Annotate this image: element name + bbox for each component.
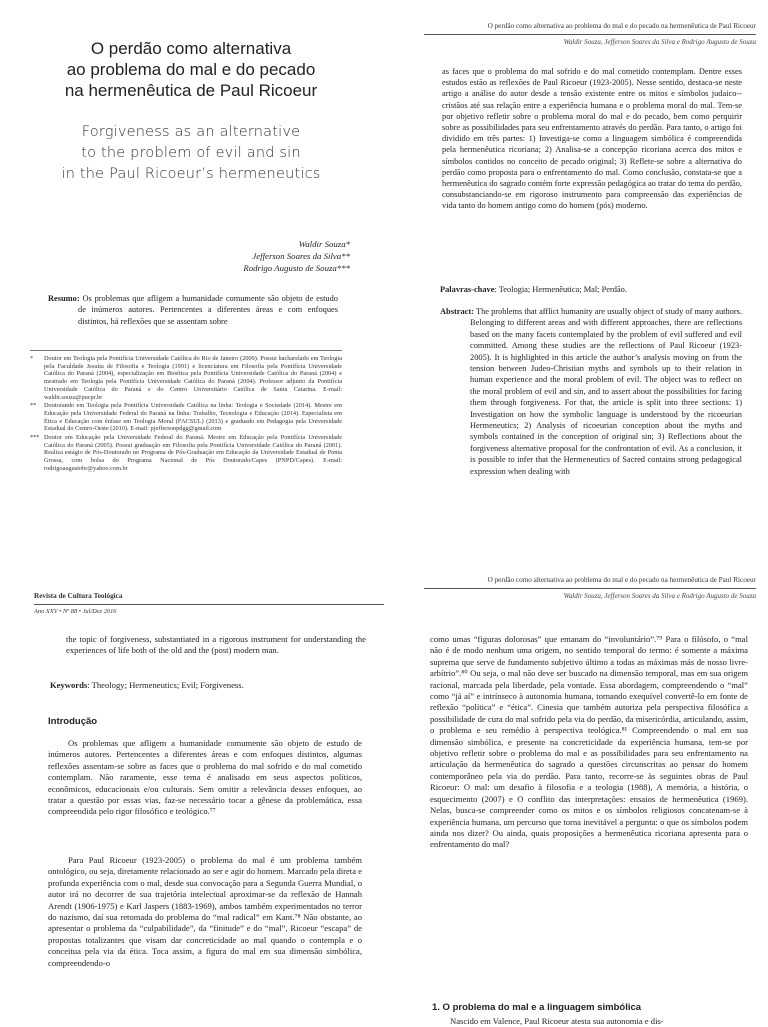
keywords-text: : Teologia; Hermenêutica; Mal; Perdão. [494,285,627,294]
resumo-label: Resumo: [48,294,80,303]
header-rule [34,604,384,605]
abstract-paragraph [440,306,742,477]
resumo-paragraph [48,293,338,327]
running-header-title: O perdão como alternativa ao problema do mal e do pecado na hermenêutica de Paul Ricoeur [487,576,756,584]
author-name: Waldir Souza* [298,239,350,249]
article-title-english [36,122,346,185]
title-line: Forgiveness as an alternative [81,124,301,140]
keywords-pt [440,284,627,295]
section-heading-1: 1. O problema do mal e a linguagem simbólica [432,1002,642,1013]
title-line: O perdão como alternativa [90,39,292,58]
body-paragraph-1: como umas “figuras dolorosas” que emanam do “involuntário”.⁷⁹ Para o filósofo, o “mal não é de modo nenhum uma origem, no sentido temporal do termo: é somente a máxima suprema que serve de fundamento subjetivo último a todas as máximas más de nosso livre-arbítrio”.⁸⁰ Ou seja, o mal não deve ser buscado na dimensão temporal, mas em sua origem racional, marcada pela liberdade, pela vontade. Essa abordagem, compreendendo o “mal” como “já aí” e intrínseco à autonomia humana, tornando exequível convertê-lo em fonte de reflexão “política” e “ética”. Cinesia que também autoriza pela perspectiva filosófica a possibilidade de cura do mal sofrido pela via do perdão, da misericórdia, articulando, assim, o problema e seu remédio à perspectiva teológica.⁸¹ Compreendendo o mal em sua dimensão simbólica, e presente na concreticidade da experiência humana, tem-se por objetivo refletir sobre o problema do mal e as possibilidades para seu enfrentamento na articulação da hermenêutica do sagrado a questões circunscritas ao pensar do homem contemporâneo pela via do perdão. Para tanto, recorre-se às seguintes obras de Paul Ricoeur: O mal: um desafio à filosofia e a teologia (1988), A memória, a história, o esquecimento (2007) e O conflito das interpretações: ensaios de hermenêutica (1969). Nelas, busca-se compreender como os mitos e os símbolos religiosos concatenam-se à experiência humana, um percurso que torna inevitável a pergunta: o que os símbolos podem ainda nos dizer? Ou ainda, quais proposições a hermenêutica ricoriana apresenta para o enfrentamento do mal? [430,634,748,850]
resumo-text: Os problemas que afligem a humanidade comumente são objeto de estudo de inúmeros autores. Pertencentes a diferentes áreas e com enfoques distintos, há reflexões que se assentam sobre [78,294,338,326]
page-150 [0,512,384,1024]
title-line: in the Paul Ricoeur’s hermeneutics [61,166,321,182]
header-rule [424,34,756,35]
keywords-label: Keywords [50,680,88,690]
footnote-text: Doutor em Educação pela Universidade Federal do Paraná. Mestre em Educação pela Pontifícia Universidade Católica do Paraná (2005). Possui graduação em Filosofia pela Pontifícia Universidade Católica do Paraná (2001). Realiza estágio de Pós-Doutorado no Programa de Pós-Graduação em Educação da Universidade Estadual de Ponta Grossa, com bolsa do Programa Nacional de Pós Doutorado/Capes (PNPD/Capes). E-mail: rodrigoaugustobr@yahoo.com.br [44,434,342,472]
page-148 [0,0,384,512]
running-header-authors: Waldir Souza, Jefferson Soares da Silva e Rodrigo Augusto de Souza [563,592,756,600]
abstract-continuation: the topic of forgiveness, substantiated in a rigorous instrument for understanding the experiences of life both of the old and the (post) modern man. [66,634,366,656]
abstract-label: Abstract: [440,307,474,316]
footnote-mark: * [30,355,34,362]
article-title-portuguese [36,38,346,101]
author-name: Jefferson Soares da Silva** [252,251,350,261]
title-line: ao problema do mal e do pecado [66,60,316,79]
running-header-authors: Waldir Souza, Jefferson Soares da Silva e Rodrigo Augusto de Souza [563,38,756,46]
footnote [30,402,342,433]
header-rule [424,588,756,589]
abstract-text: The problems that afflict humanity are usually object of study of many authors. Belonging to different areas and with different approaches, there are reflections based on the many facets contemplated by the problem of evil suffered and evil committed. Among these studies are the reflections of Paul Ricoeur (1923-2005). It is highlighted in this article the author’s analysis moving on from the tension between Judeo-Christian myths and symbols up to their relation in human experience and the moral problem of evil. The object was to reflect on the moral problem of evil and sin, and to assert about the possibilities for facing them through forgiveness. For that, the article is split into three sections: 1) Investigation on how the symbolic language is understood by the ricoeurian Hermeneutics; 2) Analysis of ricoeurian conception about the myths and symbols contained in the conception of original sin; 3) Reflections about the forgiveness alternative proposal for the confrontation of evil. As a conclusion, it is possible to infer that the Hermeneutics of Sacred contains strong pedagogical expression when dealing with [470,307,742,476]
running-header-issue: Ano XXV • Nº 88 • Jul/Dez 2016 [34,608,117,615]
title-line: to the problem of evil and sin [81,145,301,161]
footnote-text: Doutorando em Teologia pela Pontifícia Universidade Católica na linha: Teologia e Sociedade (2014). Mestre em Educação pela Universidade Federal do Paraná na linha: Trabalho, Tecnologia e Educação (2014). Especialista em Ética e Educação com ênfase em Teologia Moral (FACSUL) (2013) e graduado em Pedagogia pela Universidade Estadual do Centro-Oeste (2010). E-mail: pjeffersonpdgg@gmail.com [44,402,342,433]
body-paragraph-2-start: Nascido em Valence, Paul Ricoeur atesta sua autonomia e dis- [450,1016,664,1026]
resumo-continuation: as faces que o problema do mal sofrido e do mal cometido contemplam. Dentre esses estudos estão as reflexões de Paul Ricoeur (1923-2005). Nesse sentido, destaca-se neste artigo a análise do autor desde a tensão existente entre os mitos e símbolos judaico--cristãos até sua relação entre a experiência humana e o problema moral do mal. Tem-se por objetivo refletir sobre o problema moral do mal e do pecado, bem como perquirir sobre as possibilidades para seu enfrentamento através do perdão. Para tanto, o artigo foi dividido em três partes: 1) Investiga-se como a linguagem simbólica é compreendida pela hermenêutica ricoriana; 2) Analisa-se a concepção ricoriana acerca dos mitos e símbolos contidos no conceito de pecado original; 3) Reflete-se sobre a alternativa do perdão como proposta para o enfrentamento do mal. Como conclusão, constata-se que a hermenêutica do sagrado contém forte expressão pedagógica ao tratar do tema do perdão, consubstanciando-se em rigoroso instrumento para compreensão das experiências de vida tanto do homem antigo como do homem (pós) moderno. [442,67,742,211]
section-heading-introducao: Introdução [48,716,98,727]
author-name: Rodrigo Augusto de Souza*** [243,263,350,273]
keywords-label: Palavras-chave [440,285,495,294]
footnote-mark: *** [30,434,40,442]
title-line: na hermenêutica de Paul Ricoeur [64,81,318,100]
running-header-title: O perdão como alternativa ao problema do mal e do pecado na hermenêutica de Paul Ricoeur [487,22,756,30]
running-header-journal: Revista de Cultura Teológica [34,592,123,600]
intro-paragraph-1: Os problemas que afligem a humanidade comumente são objeto de estudo de inúmeros autores. Pertencentes a diferentes áreas e com enfoques distintos, algumas reflexões assentam-se sobre as faces que o problema do mal sofrido e do mal cometido contemplam. Não raramente, esse tema é analisado em seus aspectos políticos, econômicos, educacionais e/ou culturais. Sem omitir a relevância desses enfoques, ao tratar a questão por essas vias, faz-se necessário tocar a gênese da problemática, essa compreendida pelo rigor filosófico e teológico.⁷⁷ [48,738,362,817]
intro-paragraph-2: Para Paul Ricoeur (1923-2005) o problema do mal é um problema também ontológico, ou seja, diretamente relacionado ao ser e agir do homem. Marcado pela direta e profunda experiência com o mal, desde sua convocação para a Segunda Guerra Mundial, o autor irá no decorrer de sua trajetória intelectual aproximar-se da reflexão de Hannah Arendt (1906-1975) e Karl Jaspers (1883-1969), ambos também experimentados no terror do nazismo, daí sua retomada do problema do “mal radical” em Kant.⁷⁸ Não obstante, ao apresentar o problema da “culpabilidade”, da “finitude” e do “mal”, Ricoeur “escapa” de propostas totalizantes que visam dar concreticidade ao mal quando o contempla e o conceitua pela via da ética. Toca assim, a figura do mal em sua dimensão simbólica, compreendendo-o [48,855,362,968]
footnote [30,434,342,473]
author-list [243,238,350,274]
page-149 [384,0,768,512]
page-151 [384,512,768,1024]
footnotes [30,350,342,474]
footnote-text: Doutor em Teologia pela Pontifícia Universidade Católica do Rio de Janeiro (2009). Possui bacharelado em Teologia pela Faculdade Jesuíta de Filosofia e Teologia (1991) e licenciatura em Filosofia pela Pontifícia Universidade Católica do Paraná (2004), especialização em Bioética pela Pontifícia Universidade Católica do Paraná (2004) e mestrado em Teologia pela Pontifícia Universidade Católica do Paraná (2004). Professor adjunto da Pontifícia Universidade Católica do Paraná e do Centro Universitário Católica de Santa Catarina. E-mail: waldir.souza@pucpr.br [44,355,342,401]
footnote-mark: ** [30,402,37,410]
keywords-text: : Theology; Hermeneutics; Evil; Forgiveness. [87,680,244,690]
keywords-en [50,680,244,691]
footnote [30,355,342,401]
